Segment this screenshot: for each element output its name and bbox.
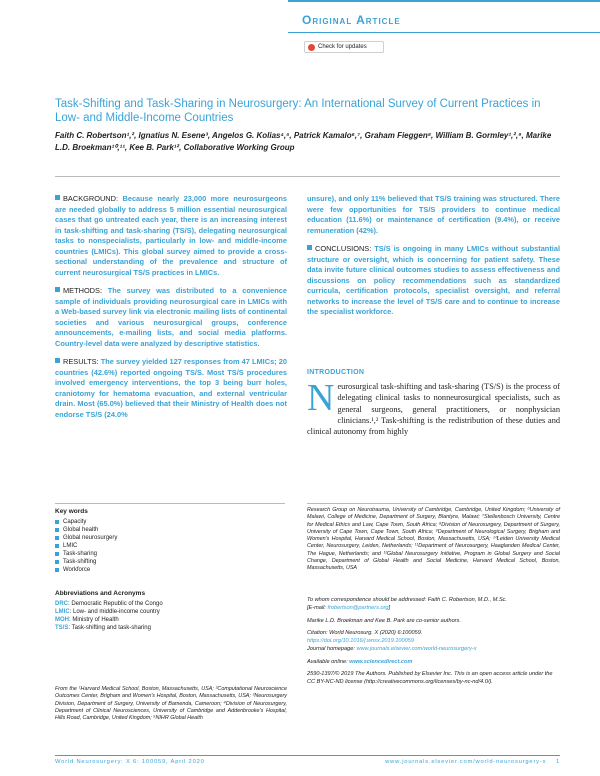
- section-bullet-icon: [55, 287, 60, 292]
- results-label: RESULTS:: [63, 357, 99, 366]
- methods-label: METHODS:: [63, 286, 103, 295]
- keyword-item: [55, 526, 285, 534]
- journal-homepage-label: Journal homepage:: [307, 646, 357, 653]
- abbreviation-item: [55, 624, 285, 632]
- correspondence-line: To whom correspondence should be addressed: Faith C. Robertson, M.D., M.Sc.: [307, 597, 508, 603]
- keyword-item: [55, 550, 285, 558]
- keyword-bullet-icon: [55, 520, 59, 524]
- header-rule: [288, 32, 600, 33]
- co-senior-note: Marike L.D. Broekman and Kee B. Park are co-senior authors.: [307, 617, 461, 624]
- keyword-bullet-icon: [55, 568, 59, 572]
- abbreviation-value: : Low- and middle-income country: [69, 609, 160, 615]
- conclusions-label: CONCLUSIONS:: [315, 244, 372, 253]
- keyword-item: [55, 566, 285, 574]
- footer-right: [385, 759, 560, 765]
- abstract-top-rule: [55, 176, 560, 177]
- keyword-item: [55, 542, 285, 550]
- keyword-label: Task-shifting: [63, 559, 97, 565]
- introduction-body: [307, 377, 560, 437]
- header-accent-bar: [288, 0, 600, 2]
- footer-url[interactable]: www.journals.elsevier.com/world-neurosurgery-x: [385, 759, 547, 765]
- journal-homepage-link[interactable]: www.journals.elsevier.com/world-neurosurgery-x: [356, 646, 477, 653]
- journal-homepage-line: [307, 645, 560, 653]
- affiliations-right: Research Group on Neurotrauma, University of Cambridge, Cambridge, United Kingdom; ⁶University of Malawi, College of Medicine, Department of Surgery, Blantyre, Malawi; ⁷Stellenbosch University, Centre for Medical Ethics and Law, Cape Town, South Africa; ⁸Division of Neurosurgery, Department of Surgery, University of Cape Town, Cape Town, South Africa; ⁹Department of Neurological Surgery, Brigham and Women's Hospital, Harvard Medical School, Boston, Massachusetts, USA; ¹⁰Leiden University Medical Center, Neurosurgery, Leiden, Netherlands; ¹¹Department of Neurosurgery, Haaglanden Medical Center, The Hague, Netherlands; and ¹²Global Neurosurgery Initiative, Program in Global Surgery and Social Change, Department of Global Health and Social Medicine, Harvard Medical School, Boston, Massachusetts, USA: [307, 507, 560, 572]
- abstract-conclusions: [307, 244, 560, 318]
- keyword-bullet-icon: [55, 544, 59, 548]
- footer-rule: [55, 755, 560, 756]
- results-text: The survey yielded 127 responses from 47 LMICs; 20 countries (42.6%) reported ongoing TS/S. Most TS/S procedures involved emergency interventions, the top 3 being burr holes, craniotomy for hematoma evacuation, and external ventricular drain. Most (65.0%) believed that their Ministry of Health does not endorse TS/S (24.0%: [55, 357, 287, 419]
- citation-line: Citation: World Neurosurg. X (2020) 6:100059.: [307, 629, 423, 636]
- keyword-bullet-icon: [55, 552, 59, 556]
- background-label: BACKGROUND:: [63, 194, 119, 203]
- check-for-updates-label: Check for updates: [318, 44, 367, 50]
- drop-cap: N: [307, 377, 335, 419]
- email-end: ]: [388, 605, 391, 612]
- keyword-label: LMIC: [63, 543, 78, 549]
- abbreviation-item: [55, 616, 285, 624]
- author-list: Faith C. Robertson¹,², Ignatius N. Esene³, Angelos G. Kolias⁴,⁵, Patrick Kamalo⁶,⁷, Graham Fieggen⁸, William B. Gormley¹,²,⁹, Marike L.D. Broekman¹⁰,¹¹, Kee B. Park¹², Collaborative Working Group: [55, 131, 552, 152]
- abbreviations-heading: Abbreviations and Acronyms: [55, 590, 146, 597]
- abstract-methods: [55, 286, 287, 349]
- affiliations-left: From the ¹Harvard Medical School, Boston, Massachusetts, USA; ²Computational Neuroscience Outcomes Center, Brigham and Women's Hospital, Boston, Massachusetts, USA; ³Neurosurgery Division, Department of Surgery, University of Bamenda, Cameroon; ⁴Division of Neurosurgery, Department of Clinical Neurosciences, University of Cambridge and Addenbrooke's Hospital, Hills Road, Cambridge, United Kingdom; ⁵NIHR Global Health: [55, 686, 287, 722]
- abbreviation-key: DRC: [55, 601, 68, 607]
- check-for-updates-button[interactable]: [304, 41, 384, 53]
- abbreviation-key: LMIC: [55, 609, 70, 615]
- section-bullet-icon: [55, 358, 60, 363]
- keyword-label: Global health: [63, 527, 99, 533]
- keyword-label: Workforce: [63, 567, 91, 573]
- footnote-rule: [307, 503, 560, 504]
- abstract-left-column: [55, 194, 287, 428]
- email-label: [E-mail:: [307, 605, 328, 612]
- introduction-text: eurosurgical task-shifting and task-sharing (TS/S) is the process of delegating clinical tasks to nonneurosurgical specialists, such as general surgeons, general practitioners, or nonphysician clinicians.¹,² Task-shifting is the redistribution of these duties and clinical autonomy from highly: [307, 382, 560, 437]
- background-text: Because nearly 23,000 more neurosurgeons are needed globally to address 5 million essential neurosurgical cases that go untreated each year, there is an increasing interest in task-shifting and task-sharing (TS/S), delegating neurosurgical tasks to nonspecialists, particularly in low- and middle-income countries (LMICs). This global survey aimed to provide a cross-sectional understanding of the prevalence and structure of current neurosurgical TS/S practices in LMICs.: [55, 194, 287, 277]
- abstract-results-continued: unsure), and only 11% believed that TS/S training was structured. There were few opportunities for TS/S providers to continue medical education (11.6%) or maintenance of certification (9.4%), or receive remuneration (42%).: [307, 194, 560, 235]
- section-bullet-icon: [307, 245, 312, 250]
- keyword-label: Global neurosurgery: [63, 535, 118, 541]
- conclusions-text: TS/S is ongoing in many LMICs without substantial structure or oversight, which is concerning for patient safety. These data invite future clinical outcomes studies to assess effectiveness and discussions on policy recommendations such as standardized curricula, certification protocols, specialist oversight, and referral networks to increase the level of TS/S care and to continue to increase the specialist workforce.: [307, 244, 560, 316]
- email-link[interactable]: frobertson@partners.org: [327, 605, 389, 612]
- abbreviations-list: [55, 600, 285, 632]
- crossmark-icon: [308, 44, 315, 51]
- keyword-label: Capacity: [63, 519, 87, 525]
- keyword-item: [55, 518, 285, 526]
- sidebar-rule: [55, 503, 285, 504]
- sciencedirect-link[interactable]: www.sciencedirect.com: [349, 658, 413, 665]
- section-label: Original Article: [302, 13, 401, 27]
- abstract-right-column: [307, 194, 560, 326]
- page-number: 1: [555, 759, 560, 765]
- abbreviation-value: : Ministry of Health: [69, 617, 119, 623]
- abbreviation-value: : Task-shifting and task-sharing: [68, 625, 151, 631]
- keyword-label: Task-sharing: [63, 551, 98, 557]
- keyword-bullet-icon: [55, 528, 59, 532]
- abbreviation-item: [55, 608, 285, 616]
- introduction-heading: INTRODUCTION: [307, 369, 365, 376]
- keyword-item: [55, 534, 285, 542]
- correspondence-block: [307, 596, 560, 687]
- abbreviation-item: [55, 600, 285, 608]
- keywords-box: [55, 508, 285, 574]
- abbreviation-key: TS/S: [55, 625, 69, 631]
- doi-link[interactable]: https://doi.org/10.1016/j.wnsx.2019.100059: [307, 638, 414, 645]
- copyright-line: 2590-1397/© 2019 The Authors. Published by Elsevier Inc. This is an open access article under the CC BY-NC-ND license (http://creativecommons.org/licenses/by-nc-nd/4.0/).: [307, 671, 553, 686]
- section-bullet-icon: [55, 195, 60, 200]
- keywords-heading: Key words: [55, 508, 88, 515]
- keyword-bullet-icon: [55, 560, 59, 564]
- available-online-line: [307, 658, 560, 666]
- keyword-item: [55, 558, 285, 566]
- correspondence-email-line: [307, 604, 560, 612]
- article-title: Task-Shifting and Task-Sharing in Neurosurgery: An International Survey of Current Practices in Low- and Middle-Income Countries: [55, 98, 541, 124]
- abstract-results: [55, 357, 287, 420]
- abbreviation-value: : Democratic Republic of the Congo: [68, 601, 163, 607]
- abbreviation-key: MOH: [55, 617, 69, 623]
- available-online-label: Available online:: [307, 658, 350, 665]
- methods-text: The survey was distributed to a convenience sample of individuals providing neurosurgical care in LMICs with a Web-based survey link via electronic mailing lists of continental societies and various neurosurgical groups, conference announcements, e-mailing lists, and social media platforms. Country-level data were analyzed by descriptive statistics.: [55, 286, 287, 348]
- abbreviations-box: [55, 590, 285, 632]
- page-footer: [55, 759, 560, 765]
- keyword-bullet-icon: [55, 536, 59, 540]
- abstract-background: [55, 194, 287, 278]
- footer-journal: World Neurosurgery: X 6: 100059, April 2020: [55, 759, 205, 765]
- keywords-list: [55, 518, 285, 574]
